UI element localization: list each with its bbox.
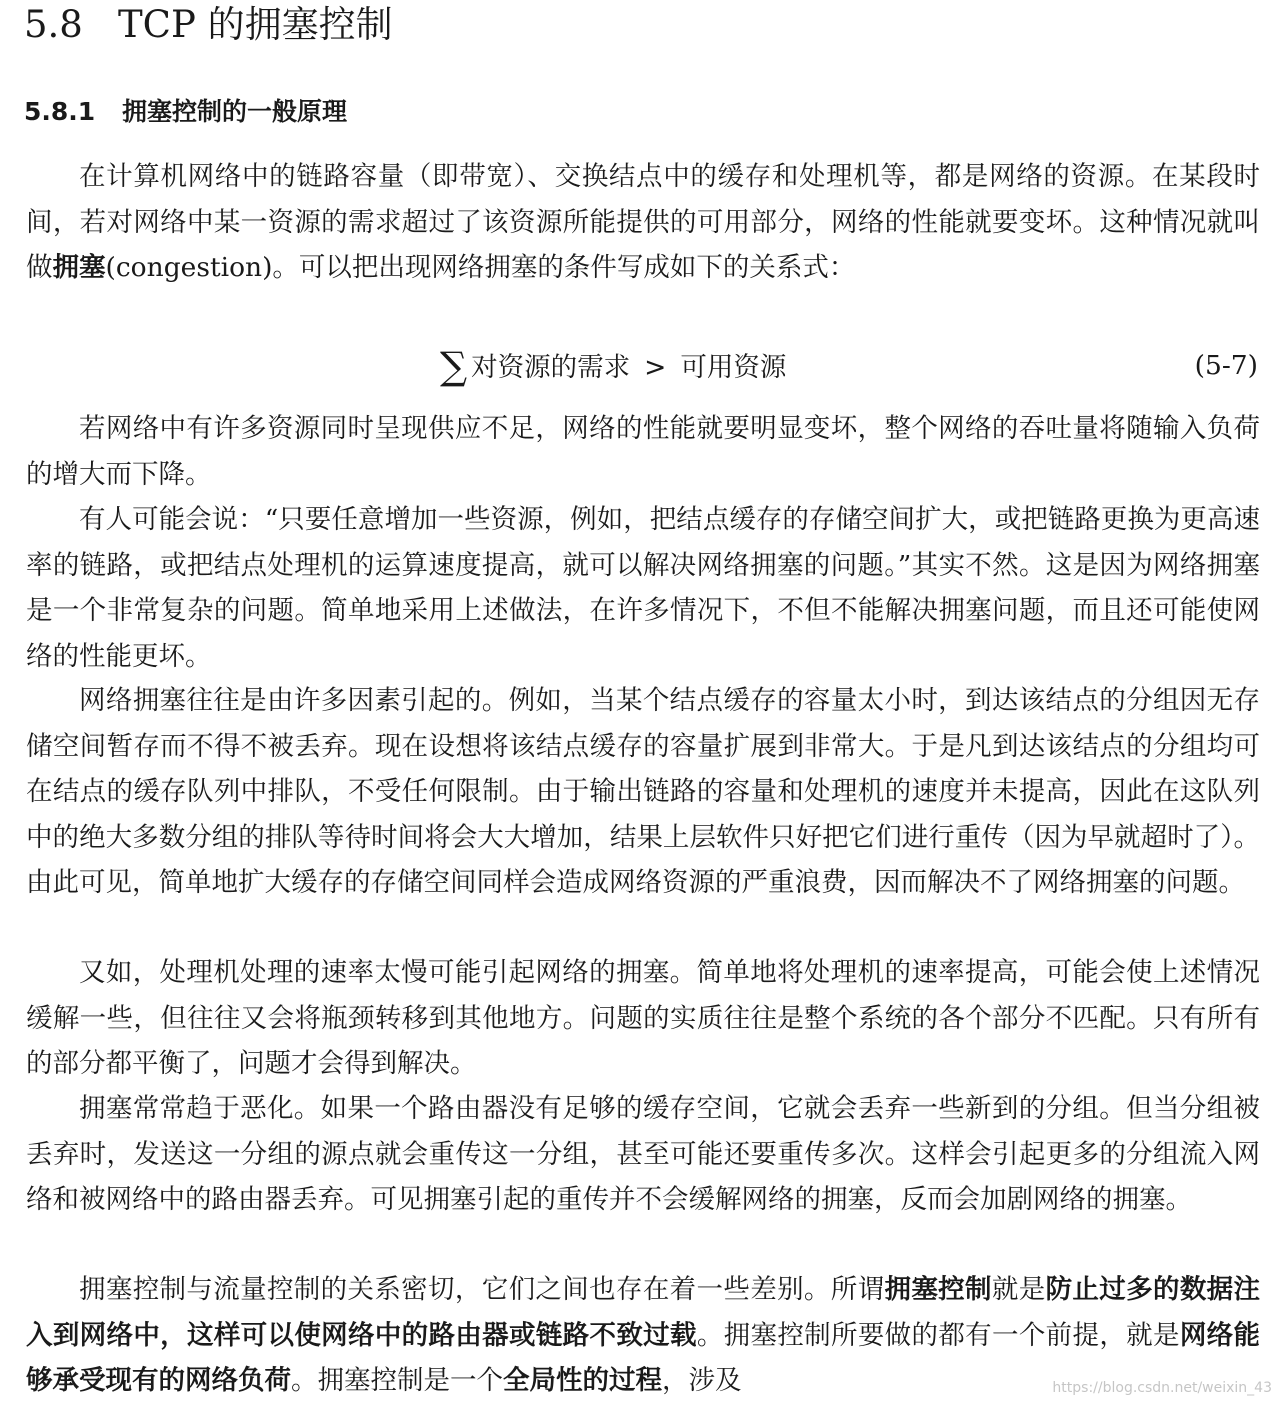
paragraph-2: 若网络中有许多资源同时呈现供应不足，网络的性能就要明显变坏，整个网络的吞吐量将随输入负荷的增大而下降。 (26, 413, 1260, 490)
formula-operator: > (644, 352, 667, 383)
watermark: https://blog.csdn.net/weixin_43 (1052, 1380, 1272, 1396)
paragraph-1-text-c: (congestion)。可以把出现网络拥塞的条件写成如下的关系式： (105, 252, 856, 283)
subsection-number: 5.8.1 (24, 97, 96, 126)
sigma-symbol: ∑ (440, 344, 468, 388)
paragraph-1 (26, 154, 1260, 291)
paragraph-7-text-c: 就是 (991, 1274, 1046, 1305)
section-number: 5.8 (24, 3, 83, 46)
formula-lhs: 对资源的需求 (471, 352, 631, 383)
section-title: TCP 的拥塞控制 (118, 3, 393, 46)
section-heading (24, 0, 393, 50)
term-global-process: 全局性的过程 (503, 1365, 662, 1396)
paragraph-7-text-g: 。拥塞控制是一个 (291, 1365, 503, 1396)
definition-congestion-control: 防止过多的数据注入到网络中，这样可以使网络中的路由器或链路不致过载 (26, 1274, 1261, 1351)
formula-expression (440, 340, 786, 394)
paragraph-7-text-a: 拥塞控制与流量控制的关系密切，它们之间也存在着一些差别。所谓 (79, 1274, 885, 1305)
premise-network-load: 网络能够承受现有的网络负荷 (26, 1319, 1261, 1396)
paragraph-7-text-i: ，涉及 (662, 1365, 742, 1396)
term-congestion-control: 拥塞控制 (884, 1274, 992, 1305)
formula-5-7 (26, 340, 1260, 392)
paragraph-4: 网络拥塞往往是由许多因素引起的。例如，当某个结点缓存的容量太小时，到达该结点的分组因无存储空间暂存而不得不被丢弃。现在设想将该结点缓存的容量扩展到非常大。于是凡到达该结点的分组均可在结点的缓存队列中排队，不受任何限制。由于输出链路的容量和处理机的速度并未提高，因此在这队列中的绝大多数分组的排队等待时间将会大大增加，结果上层软件只好把它们进行重传（因为早就超时了）。由此可见，简单地扩大缓存的存储空间同样会造成网络资源的严重浪费，因而解决不了网络拥塞的问题。 (26, 685, 1260, 898)
paragraph-3: 有人可能会说：“只要任意增加一些资源，例如，把结点缓存的存储空间扩大，或把链路更换为更高速率的链路，或把结点处理机的运算速度提高，就可以解决网络拥塞的问题。”其实不然。这是因为网络拥塞是一个非常复杂的问题。简单地采用上述做法，在许多情况下，不但不能解决拥塞问题，而且还可能使网络的性能更坏。 (26, 504, 1260, 672)
paragraph-5: 又如，处理机处理的速率太慢可能引起网络的拥塞。简单地将处理机的速率提高，可能会使上述情况缓解一些，但往往又会将瓶颈转移到其他地方。问题的实质往往是整个系统的各个部分不匹配。只有所有的部分都平衡了，问题才会得到解决。 (26, 957, 1260, 1079)
subsection-heading (24, 92, 347, 132)
equation-number: (5-7) (1194, 350, 1258, 381)
paragraph-7-text-e: 。拥塞控制所要做的都有一个前提，就是 (696, 1319, 1180, 1351)
formula-rhs: 可用资源 (680, 352, 787, 383)
paragraph-1-text-a: 在计算机网络中的链路容量（即带宽）、交换结点中的缓存和处理机等，都是网络的资源。在某段时间，若对网络中某一资源的需求超过了该资源所能提供的可用部分，网络的性能就要变坏。这种情况就叫做 (26, 161, 1260, 283)
subsection-title: 拥塞控制的一般原理 (122, 97, 348, 126)
term-congestion: 拥塞 (52, 252, 106, 283)
paragraph-6: 拥塞常常趋于恶化。如果一个路由器没有足够的缓存空间，它就会丢弃一些新到的分组。但当分组被丢弃时，发送这一分组的源点就会重传这一分组，甚至可能还要重传多次。这样会引起更多的分组流入网络和被网络中的路由器丢弃。可见拥塞引起的重传并不会缓解网络的拥塞，反而会加剧网络的拥塞。 (26, 1093, 1260, 1215)
